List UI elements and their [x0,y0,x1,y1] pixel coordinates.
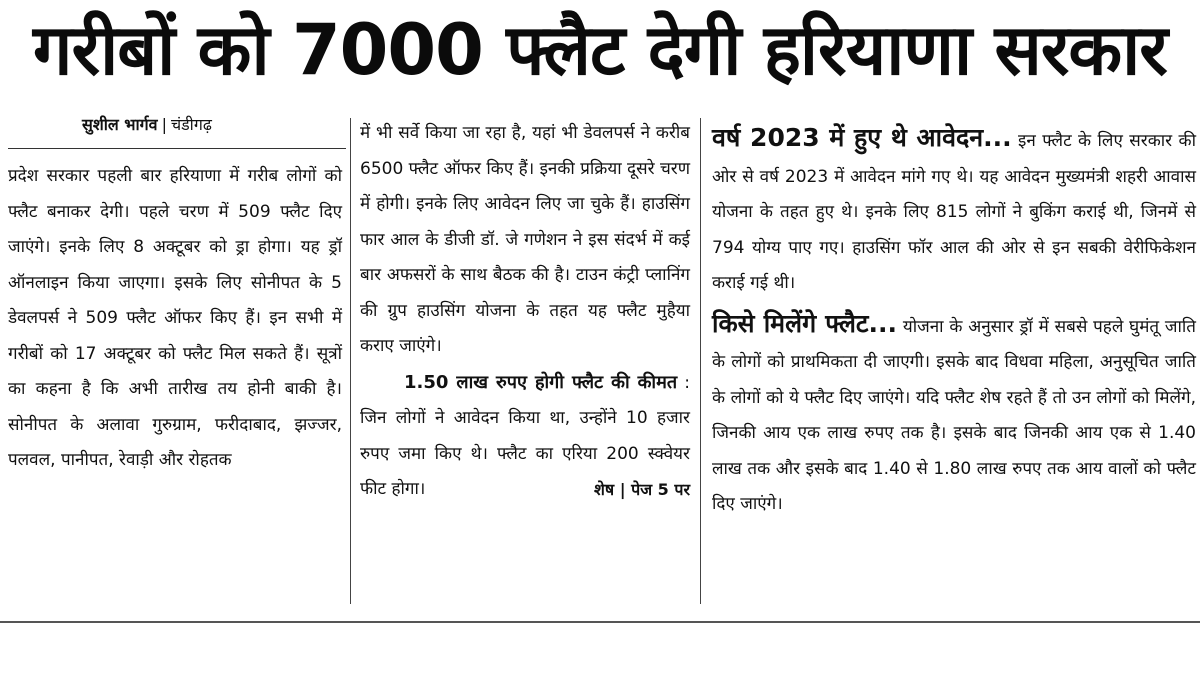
article-column-3 [712,120,1196,523]
column-3-paragraph-2 [712,306,1196,523]
column-2-paragraph-2 [360,365,690,508]
column-3-paragraph-1 [712,120,1196,302]
price-subhead: 1.50 लाख रुपए होगी फ्लैट की कीमत [404,371,678,393]
byline-location: चंडीगढ़ [170,115,212,134]
byline-author: सुशील भार्गव [82,115,158,134]
headline: गरीबों को 7000 फ्लैट देगी हरियाणा सरकार [33,9,1167,91]
byline [8,112,342,138]
column-3-paragraph-1-text: इन फ्लैट के लिए सरकार की ओर से वर्ष 2023 में आवेदन मांगे गए थे। यह आवेदन मुख्यमंत्री शहरी आवास योजना के तहत हुए थे। इनके लिए 815 लोगों ने बुकिंग कराई थी, जिनमें से 794 योग्य पाए गए। हाउसिंग फॉर आल की ओर से इन सबकी वेरीफिकेशन कराई गई थी। [712,131,1196,293]
column-3-paragraph-2-text: योजना के अनुसार ड्रॉ में सबसे पहले घुमंतू जाति के लोगों को प्राथमिकता दी जाएगी। इसके बाद विधवा महिला, अनुसूचित जाति के लोगों को ये फ्लैट दिए जाएंगे। यदि फ्लैट शेष रहते हैं तो उन लोगों को मिलेंगे, जिनकी आय एक लाख रुपए तक है। इसके बाद जिनकी आय एक से 1.40 लाख तक और इसके बाद 1.40 से 1.80 लाख रुपए तक आय वालों को फ्लैट दिए जाएंगे। [712,316,1196,514]
column-1-text: प्रदेश सरकार पहली बार हरियाणा में गरीब लोगों को फ्लैट बनाकर देगी। पहले चरण में 509 फ्लैट दिए जाएंगे। इनके लिए 8 अक्टूबर को ड्रा होगा। यह ड्रॉ ऑनलाइन किया जाएगा। इसके लिए सोनीपत के 5 डेवलपर्स ने 509 फ्लैट ऑफर किए हैं। इन सभी में गरीबों को 17 अक्टूबर को फ्लैट मिल सकते हैं। सूत्रों का कहना है कि अभी तारीख तय होनी बाकी है। सोनीपत के अलावा गुरुग्राम, फरीदाबाद, झज्जर, पलवल, पानीपत, रेवाड़ी और रोहतक [8,166,342,470]
column-2-paragraph-2-text: : जिन लोगों ने आवेदन किया था, उन्होंने 10 हजार रुपए जमा किए थे। फ्लैट का एरिया 200 स्क्वेयर फीट होगा। [360,372,690,499]
byline-divider [8,148,346,149]
continued-on-page-5: शेष | पेज 5 पर [594,480,690,499]
who-gets-flats-subhead: किसे मिलेंगे फ्लैट... [712,308,898,338]
article-column-2 [360,116,690,508]
column-divider-1 [350,118,351,604]
column-2-paragraph-1: में भी सर्वे किया जा रहा है, यहां भी डेवलपर्स ने करीब 6500 फ्लैट ऑफर किए हैं। इनकी प्रक्रिया दूसरे चरण में होगी। इनके लिए आवेदन लिए जा चुके हैं। हाउसिंग फार आल के डीजी डॉ. जे गणेशन ने इस संदर्भ में कई बार अफसरों के साथ बैठक की है। टाउन कंट्री प्लानिंग की ग्रुप हाउसिंग योजना के तहत यह फ्लैट मुहैया कराए जाएंगे। [360,123,690,356]
article-column-1 [8,112,342,479]
applications-subhead: वर्ष 2023 में हुए थे आवेदन... [712,123,1012,152]
column-divider-2 [700,118,701,604]
byline-separator: | [161,115,167,134]
bottom-rule [0,621,1200,623]
